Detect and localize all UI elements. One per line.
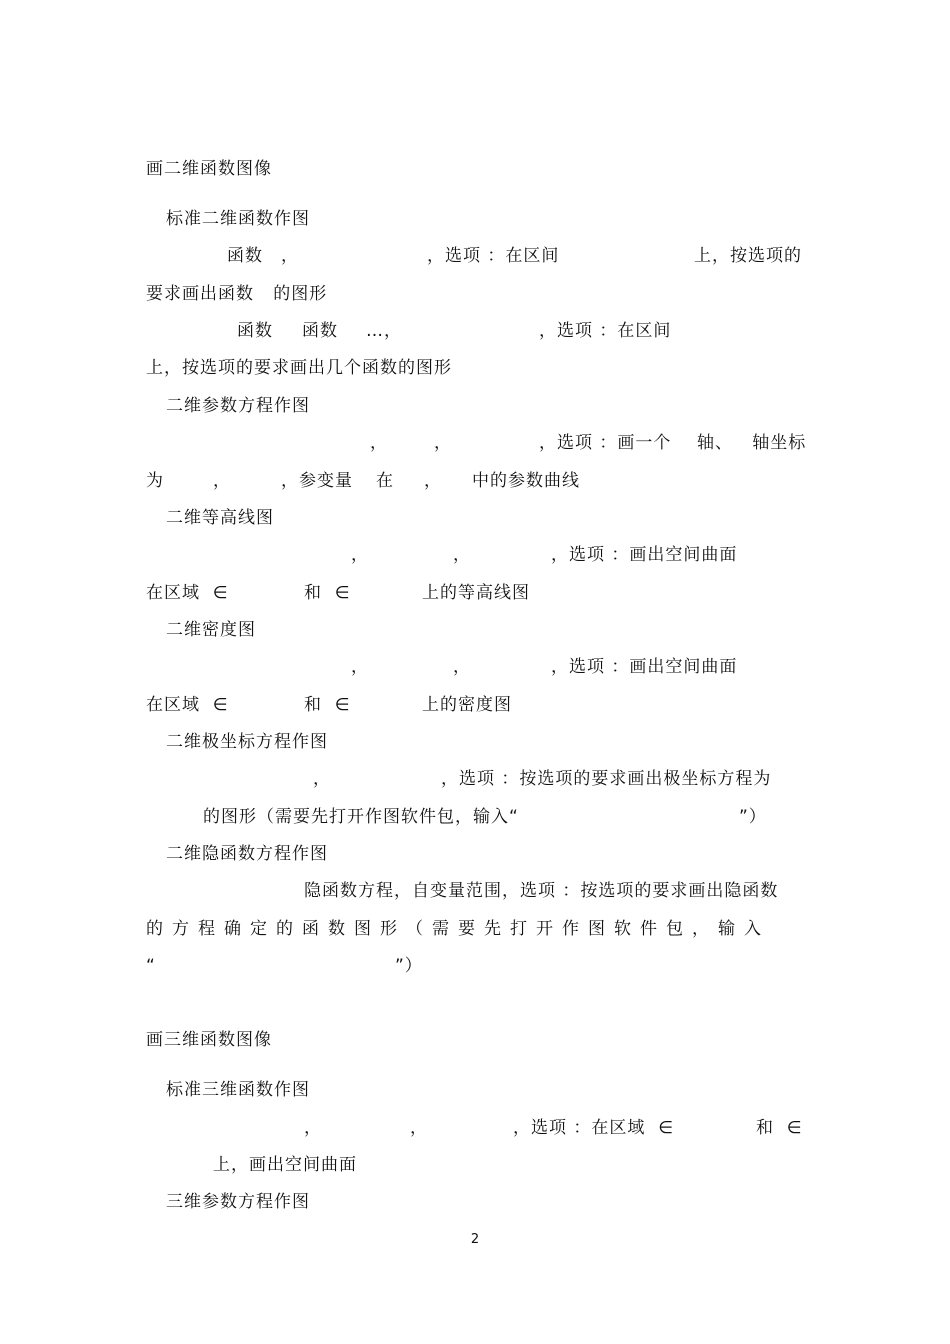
item-heading-density-2d: 二维密度图 — [166, 620, 256, 640]
text-fragment: ，选项 ：在区间 — [427, 246, 560, 266]
item-heading-param-3d: 三维参数方程作图 — [166, 1192, 310, 1212]
text-fragment: ，选项 ：画出空间曲面 — [551, 545, 738, 565]
text-fragment: 和 ∈ — [304, 583, 351, 603]
text-fragment: 和 ∈ — [304, 695, 351, 715]
text-line: 上，画出空间曲面 — [213, 1155, 357, 1175]
page-number: 2 — [470, 1232, 480, 1247]
text-fragment: ， — [410, 1118, 428, 1138]
text-fragment: ， — [213, 471, 231, 491]
item-heading-standard-3d: 标准三维函数作图 — [166, 1080, 310, 1100]
text-fragment: 和 ∈ — [756, 1118, 803, 1138]
text-fragment: 函数 — [237, 321, 273, 341]
text-fragment: ， — [370, 433, 388, 453]
text-fragment: ， — [304, 1118, 322, 1138]
text-fragment: ”） — [739, 807, 767, 827]
text-fragment: ，选项 ：按选项的要求画出极坐标方程为 — [441, 769, 772, 789]
item-heading-contour-2d: 二维等高线图 — [166, 508, 274, 528]
text-fragment: 上的等高线图 — [422, 583, 530, 603]
text-fragment: ， — [453, 657, 471, 677]
text-fragment: ， — [351, 545, 369, 565]
item-heading-implicit-2d: 二维隐函数方程作图 — [166, 844, 328, 864]
text-fragment: “ — [146, 956, 156, 976]
text-fragment: 中的参数曲线 — [472, 471, 580, 491]
text-fragment: ， — [351, 657, 369, 677]
text-fragment: …， — [366, 321, 402, 341]
text-fragment: ， — [424, 471, 442, 491]
text-line: 要求画出函数 的图形 — [146, 284, 328, 304]
text-fragment: 上的密度图 — [422, 695, 512, 715]
text-fragment: 函数 — [302, 321, 338, 341]
item-heading-param-2d: 二维参数方程作图 — [166, 396, 310, 416]
item-heading-standard-2d: 标准二维函数作图 — [166, 209, 310, 229]
text-fragment: 函数 — [227, 246, 263, 266]
section-heading-3d: 画三维函数图像 — [146, 1030, 272, 1050]
item-heading-polar-2d: 二维极坐标方程作图 — [166, 732, 328, 752]
text-fragment: ， — [434, 433, 452, 453]
text-fragment: ，参变量 — [281, 471, 353, 491]
text-fragment: ，选项 ：在区域 ∈ — [513, 1118, 675, 1138]
text-fragment: ，选项 ：在区间 — [539, 321, 672, 341]
text-fragment: 在区域 ∈ — [146, 695, 229, 715]
text-fragment: 的图形（需要先打开作图软件包，输入“ — [203, 807, 519, 827]
text-fragment: 隐函数方程，自变量范围，选项 ：按选项的要求画出隐函数 — [304, 881, 779, 901]
text-fragment: ，选项 ：画出空间曲面 — [551, 657, 738, 677]
text-fragment: ， — [453, 545, 471, 565]
text-fragment: 在 — [376, 471, 394, 491]
text-line: 上，按选项的要求画出几个函数的图形 — [146, 358, 452, 378]
text-fragment: 为 — [146, 471, 164, 491]
section-heading-2d: 画二维函数图像 — [146, 159, 272, 179]
text-line: 的方程确定的函数图形（需要先打开作图软件包，输入 — [146, 919, 770, 939]
text-fragment: 在区域 ∈ — [146, 583, 229, 603]
text-fragment: ， — [281, 246, 299, 266]
text-fragment: ”） — [395, 956, 423, 976]
text-fragment: ， — [313, 769, 331, 789]
text-fragment: 上，按选项的 — [694, 246, 802, 266]
text-fragment: ，选项 ：画一个 轴、 轴坐标 — [539, 433, 807, 453]
